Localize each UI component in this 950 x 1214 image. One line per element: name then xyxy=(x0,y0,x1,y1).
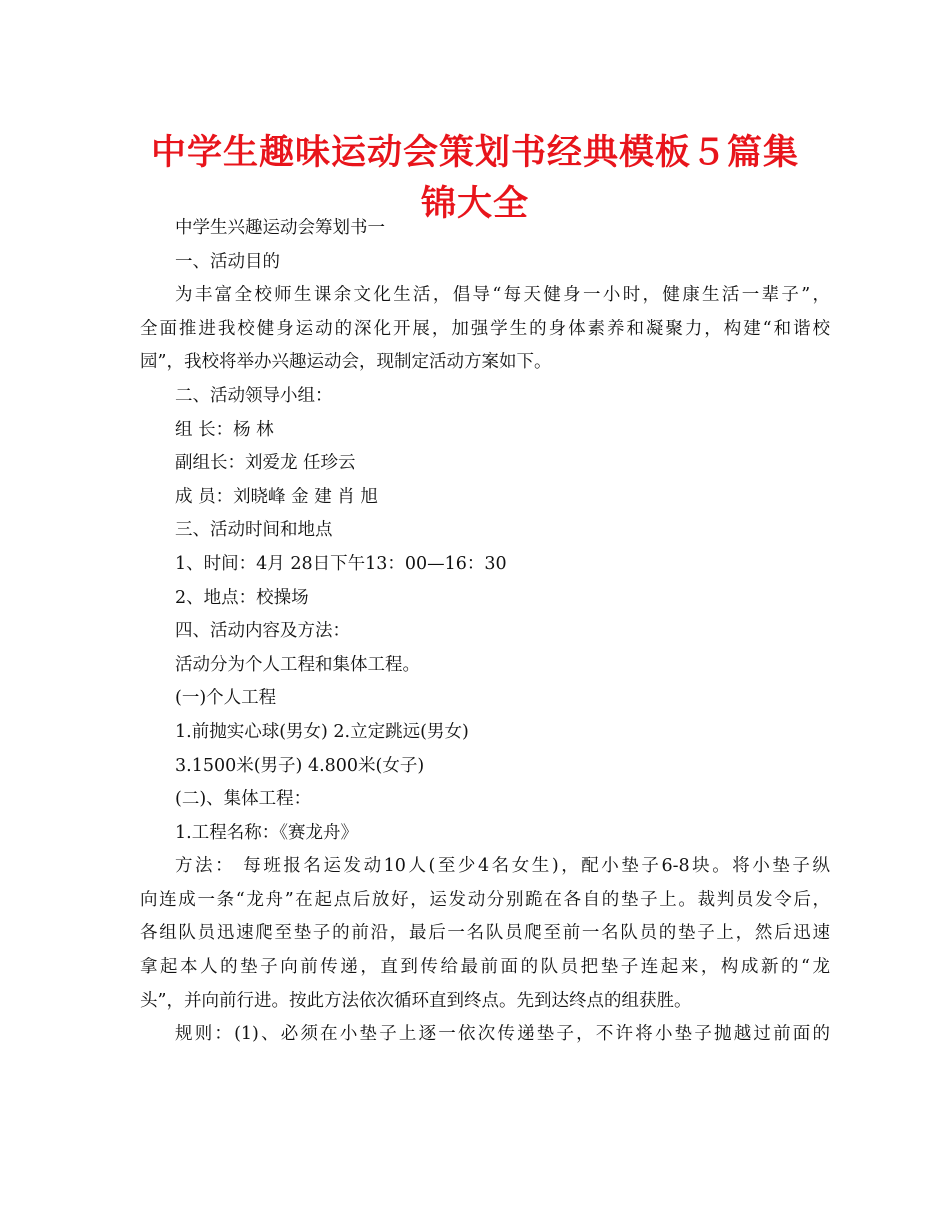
document-body xyxy=(140,212,830,1052)
body-line: 拿起本人的垫子向前传递，直到传给最前面的队员把垫子连起来，构成新的“龙 xyxy=(140,957,830,978)
body-line: 向连成一条“龙舟”在起点后放好，运发动分别跪在各自的垫子上。裁判员发令后， xyxy=(140,889,830,910)
document-title-line-2: 锦大全 xyxy=(420,184,529,224)
body-line: 方法： 每班报名运发动10人(至少4名女生)，配小垫子6-8块。将小垫子纵 xyxy=(175,856,830,877)
body-line: 四、活动内容及方法： xyxy=(175,621,350,642)
body-line: 活动分为个人工程和集体工程。 xyxy=(175,654,420,675)
body-line: 成 员：刘晓峰 金 建 肖 旭 xyxy=(175,486,378,507)
body-line: 1、时间：4月 28日下午13：00—16：30 xyxy=(175,553,507,574)
body-line: 组 长：杨 林 xyxy=(175,419,274,440)
body-line: 副组长：刘爱龙 任珍云 xyxy=(175,453,356,474)
body-line: 规则：(1)、必须在小垫子上逐一依次传递垫子，不许将小垫子抛越过前面的 xyxy=(175,1024,830,1045)
body-line: 2、地点：校操场 xyxy=(175,587,309,608)
body-line: 1.工程名称：《赛龙舟》 xyxy=(175,822,358,843)
body-line: 1.前抛实心球(男女) 2.立定跳远(男女) xyxy=(175,721,469,742)
body-line: 园”，我校将举办兴趣运动会，现制定活动方案如下。 xyxy=(140,352,552,373)
body-line: 3.1500米(男子) 4.800米(女子) xyxy=(175,755,425,776)
document-title-line-1: 中学生趣味运动会策划书经典模板５篇集 xyxy=(150,133,799,173)
body-line: 三、活动时间和地点 xyxy=(175,520,333,541)
body-line: 二、活动领导小组： xyxy=(175,385,333,406)
body-line: 为丰富全校师生课余文化生活，倡导“每天健身一小时，健康生活一辈子”， xyxy=(175,285,830,306)
body-line: 全面推进我校健身运动的深化开展，加强学生的身体素养和凝聚力，构建“和谐校 xyxy=(140,318,830,339)
body-line: 一、活动目的 xyxy=(175,251,280,272)
body-line: 各组队员迅速爬至垫子的前沿，最后一名队员爬至前一名队员的垫子上，然后迅速 xyxy=(140,923,830,944)
body-line: 中学生兴趣运动会筹划书一 xyxy=(175,218,385,238)
body-line: (一)个人工程 xyxy=(175,688,277,709)
body-line: (二)、集体工程： xyxy=(175,789,312,810)
body-line: 头”，并向前行进。按此方法依次循环直到终点。先到达终点的组获胜。 xyxy=(140,990,692,1011)
